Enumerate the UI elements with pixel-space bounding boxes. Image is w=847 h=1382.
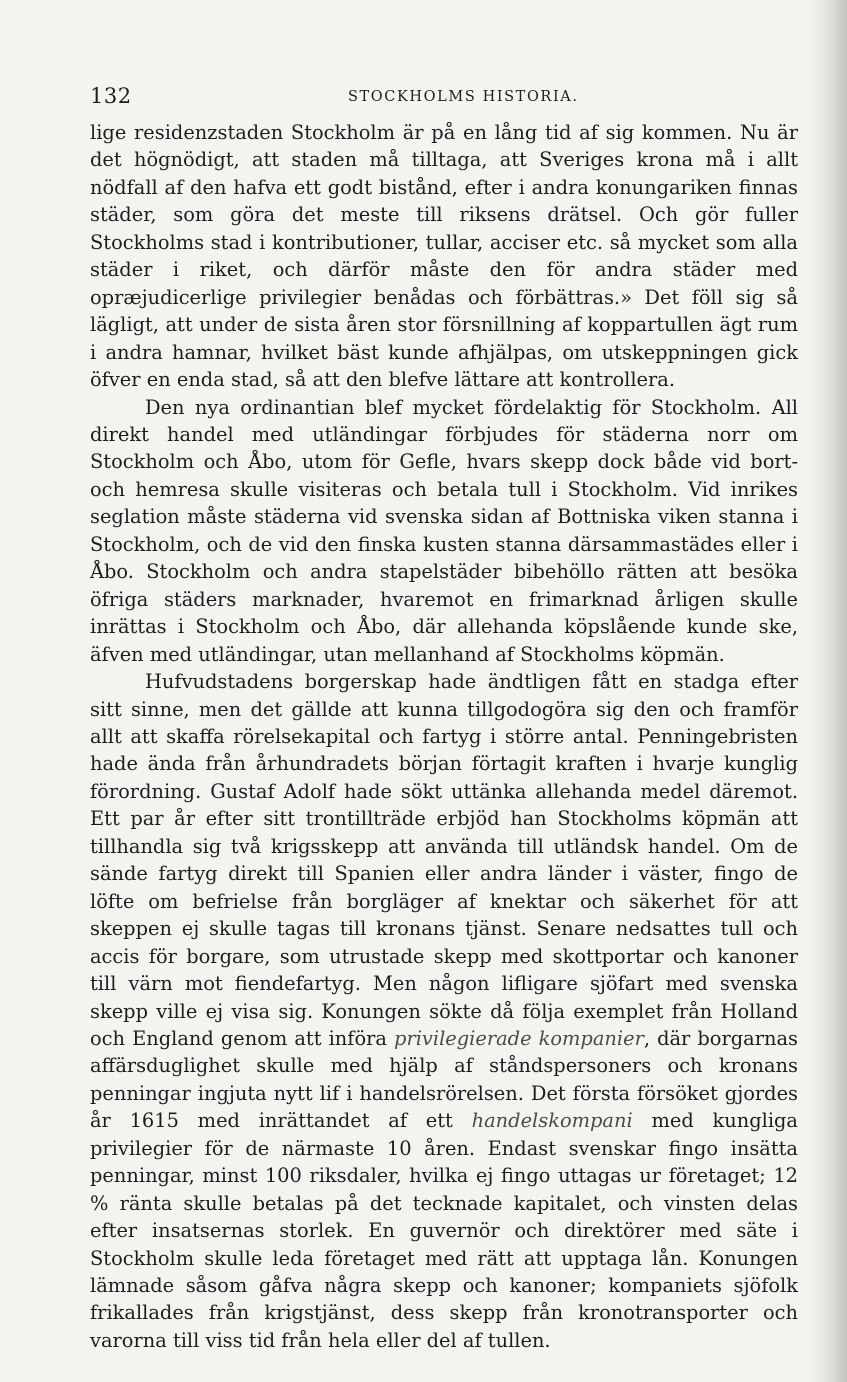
paragraph-3-part-b: , där borgarnas affärsduglighet skulle med hjälp af ståndspersoners och kronans penningar ingjuta nytt lif i handelsrörelsen. Det första försöket gjordes år 1615 med inrättandet af ett bbox=[90, 1026, 798, 1133]
paragraph-1: lige residenzstaden Stockholm är på en lång tid af sig kommen. Nu är det högnödigt, att staden må tilltaga, att Sveriges krona må i allt nödfall af den hafva ett godt bistånd, efter i andra konungariken finnas städer, som göra det meste till riksens drätsel. Och gör fuller Stockholms stad i kontributioner, tullar, acciser etc. så mycket som alla städer i riket, och därför måste den för andra städer med opræjudicerlige privilegier benådas och förbättras.» Det föll sig så lägligt, att under de sista åren stor försnillning af koppartullen ägt rum i andra hamnar, hvilket bäst kunde afhjälpas, om utskeppningen gick öfver en enda stad, så att den blefve lättare att kontrollera. bbox=[90, 121, 798, 392]
running-head: STOCKHOLMS HISTORIA. bbox=[348, 89, 579, 105]
paragraph-2: Den nya ordinantian blef mycket fördelaktig för Stockholm. All direkt handel med utländingar förbjudes för städerna norr om Stockholm och Åbo, utom för Gefle, hvars skepp dock både vid bort- och hemresa skulle visiteras och betala tull i Stockholm. Vid inrikes seglation måste städerna vid svenska sidan af Bottniska viken stanna i Stockholm, och de vid den finska kusten stanna därsammastädes eller i Åbo. Stockholm och andra stapelstäder bibehöllo rätten att besöka öfriga städers marknader, hvaremot en frimarknad årligen skulle inrättas i Stockholm och Åbo, där allehanda köpslående kunde ske, äfven med utländingar, utan mellanhand af Stockholms köpmän. bbox=[90, 395, 798, 666]
paragraph-3-part-c: med kungliga privilegier för de närmaste 10 åren. Endast svenskar fingo insätta penningar, minst 100 riksdaler, hvilka ej fingo uttagas ur företaget; 12 % ränta skulle betalas på det tecknade kapitalet, och vinsten delas efter insatsernas storlek. En guvernör och direktörer med säte i Stockholm skulle leda företaget med rätt att upptaga lån. Konungen lämnade såsom gåfva några skepp och kanoner; kompaniets sjöfolk frikallades från krigstjänst, dess skepp från kronotransporter och varorna till viss tid från hela eller del af tullen. bbox=[90, 1109, 798, 1352]
page-number: 132 bbox=[90, 84, 132, 108]
italic-term-handelskompani: handelskompani bbox=[471, 1109, 633, 1133]
italic-term-privilegierade-kompanier: privilegierade kompanier bbox=[394, 1026, 644, 1050]
page-edge-shadow bbox=[809, 0, 847, 1382]
page-header bbox=[90, 84, 798, 108]
paragraph-3 bbox=[90, 668, 798, 1354]
body-text bbox=[90, 119, 798, 1354]
paragraph-3-part-a: Hufvudstadens borgerskap hade ändtligen fått en stadga efter sitt sinne, men det gällde att kunna tillgodogöra sig den och framför allt att skaffa rörelsekapital och fartyg i större antal. Penningebristen hade ända från århundradets början förtagit kraften i hvarje kunglig förordning. Gustaf Adolf hade sökt uttänka allehanda medel däremot. Ett par år efter sitt trontillträde erbjöd han Stockholms köpmän att tillhandla sig två krigsskepp att använda till utländsk handel. Om de sände fartyg direkt till Spanien eller andra länder i väster, fingo de löfte om befrielse från borgläger af knektar och säkerhet för att skeppen ej skulle tagas till kronans tjänst. Senare nedsattes tull och accis för borgare, som utrustade skepp med skottportar och kanoner till värn mot fiendefartyg. Men någon lifligare sjöfart med svenska skepp ville ej visa sig. Konungen sökte då följa exemplet från Holland och England genom att införa bbox=[90, 670, 798, 1050]
